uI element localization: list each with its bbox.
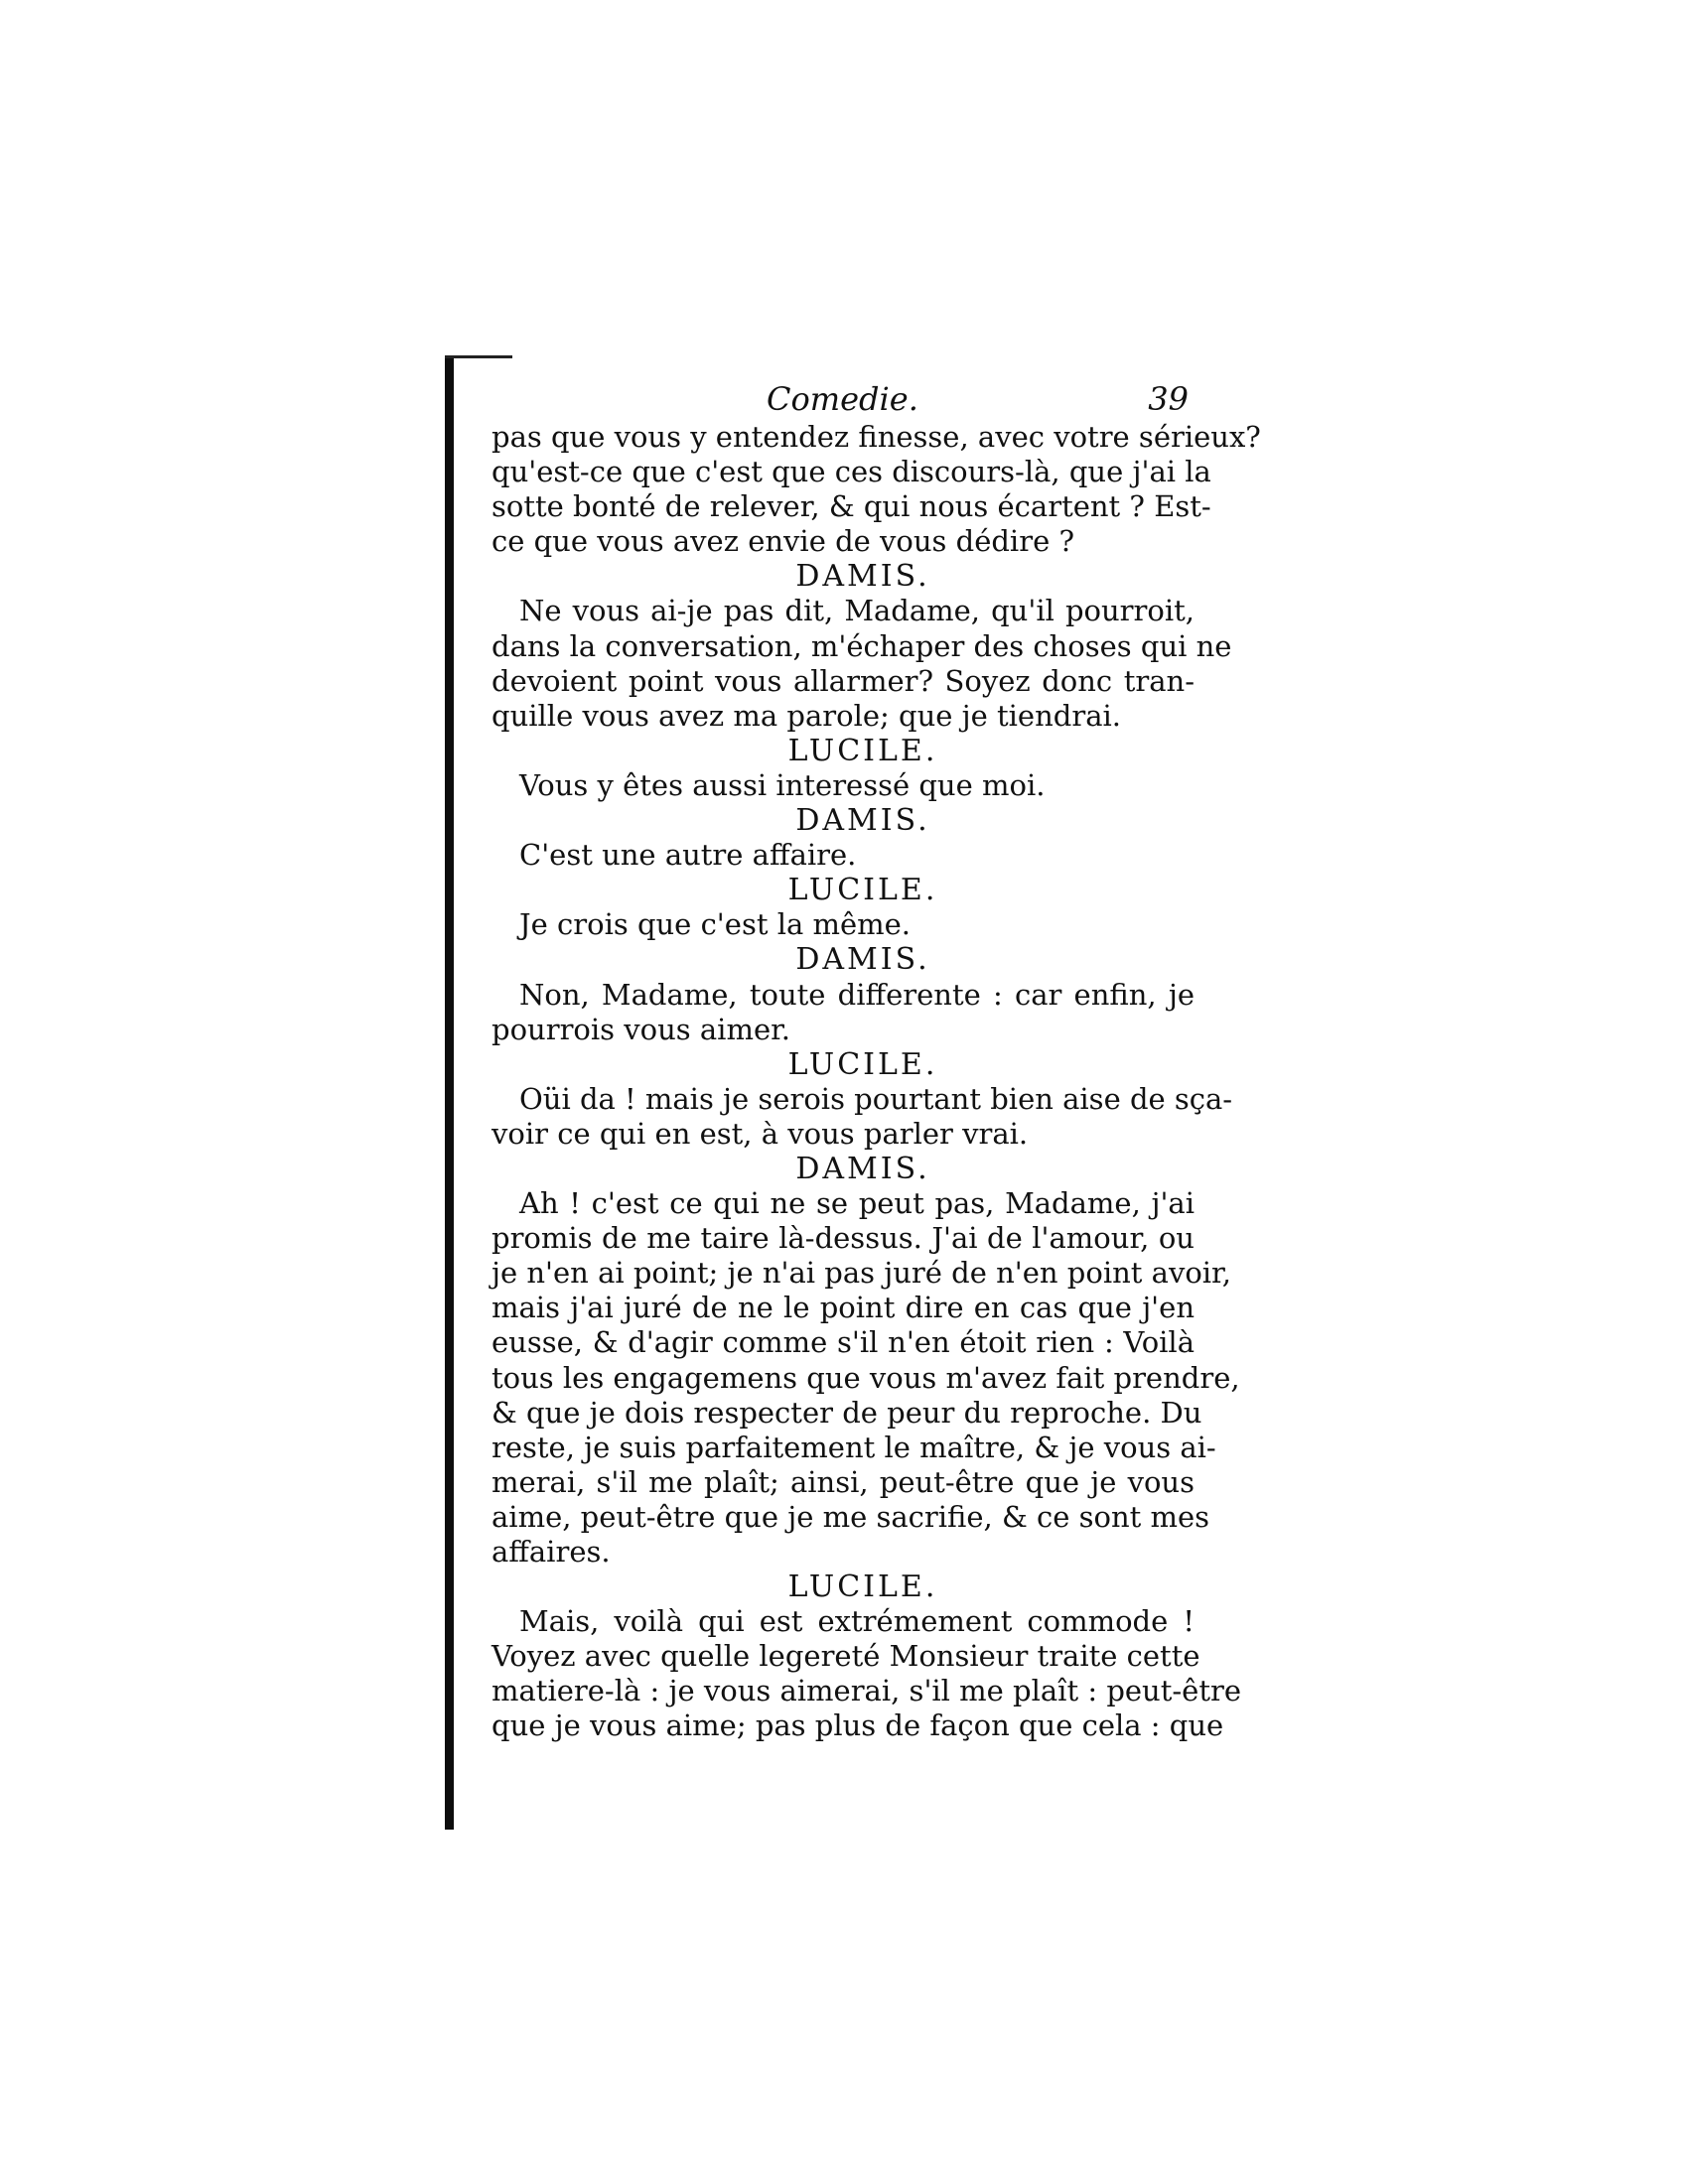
text-line: C'est une autre affaire. xyxy=(519,838,857,873)
speaker-name: DAMIS. xyxy=(795,1151,930,1186)
text-line: voir ce qui en est, à vous parler vrai. xyxy=(492,1116,1029,1151)
text-line: Vous y êtes aussi interessé que moi. xyxy=(519,767,1046,802)
text-line: tous les engagemens que vous m'avez fait prendre, xyxy=(492,1360,1240,1395)
text-line: je n'en ai point; je n'ai pas juré de n'en point avoir, xyxy=(492,1256,1231,1291)
text-line: devoient point vous allarmer? Soyez donc tran- xyxy=(492,663,1195,698)
running-head xyxy=(492,378,1195,420)
text-line: & que je dois respecter de peur du reproche. Du xyxy=(492,1395,1202,1430)
text-line: Ne vous ai-je pas dit, Madame, qu'il pourroit, xyxy=(519,594,1195,628)
text-line: mais j'ai juré de ne le point dire en cas que j'en xyxy=(492,1291,1195,1325)
text-line: sotte bonté de relever, & qui nous écartent ? Est- xyxy=(492,489,1211,524)
text-line: aime, peut-être que je me sacrifie, & ce sont mes xyxy=(492,1499,1210,1534)
speaker-name: DAMIS. xyxy=(795,803,930,839)
text-line: affaires. xyxy=(492,1535,611,1569)
dialogue-lines xyxy=(492,420,1261,1744)
text-line: reste, je suis parfaitement le maître, & je vous ai- xyxy=(492,1430,1216,1464)
page-edge-mark xyxy=(445,355,512,358)
speaker-name: LUCILE. xyxy=(787,1570,938,1605)
speaker-name: DAMIS. xyxy=(795,559,930,595)
text-line: pas que vous y entendez finesse, avec votre sérieux? xyxy=(492,420,1261,454)
speaker-name: LUCILE. xyxy=(787,873,938,908)
text-line: que je vous aime; pas plus de façon que cela : que xyxy=(492,1708,1224,1743)
text-line: qu'est-ce que c'est que ces discours-là, que j'ai la xyxy=(492,455,1211,489)
page-number: 39 xyxy=(1148,380,1189,418)
text-line: Non, Madame, toute differente : car enfin, je xyxy=(519,977,1195,1012)
text-block xyxy=(492,378,1261,1744)
text-line: ce que vous avez envie de vous dédire ? xyxy=(492,524,1074,559)
binding-shadow xyxy=(445,355,454,1830)
text-line: Oüi da ! mais je serois pourtant bien aise de sça- xyxy=(519,1081,1233,1116)
speaker-name: DAMIS. xyxy=(795,942,930,978)
text-line: Je crois que c'est la même. xyxy=(519,907,912,942)
speaker-name: LUCILE. xyxy=(787,733,938,768)
text-line: pourrois vous aimer. xyxy=(492,1012,791,1046)
speaker-name: LUCILE. xyxy=(787,1046,938,1082)
running-title: Comedie. xyxy=(767,380,918,418)
text-line: Voyez avec quelle legereté Monsieur traite cette xyxy=(492,1639,1200,1674)
text-line: merai, s'il me plaît; ainsi, peut-être que je vous xyxy=(492,1464,1195,1499)
text-line: Ah ! c'est ce qui ne se peut pas, Madame, j'ai xyxy=(519,1186,1195,1221)
text-line: promis de me taire là-dessus. J'ai de l'amour, ou xyxy=(492,1221,1195,1256)
text-line: quille vous avez ma parole; que je tiendrai. xyxy=(492,698,1121,733)
text-line: Mais, voilà qui est extrémement commode ! xyxy=(519,1604,1195,1639)
text-line: dans la conversation, m'échaper des choses qui ne xyxy=(492,628,1232,663)
text-line: eusse, & d'agir comme s'il n'en étoit rien : Voilà xyxy=(492,1325,1195,1360)
text-line: matiere-là : je vous aimerai, s'il me plaît : peut-être xyxy=(492,1674,1242,1708)
